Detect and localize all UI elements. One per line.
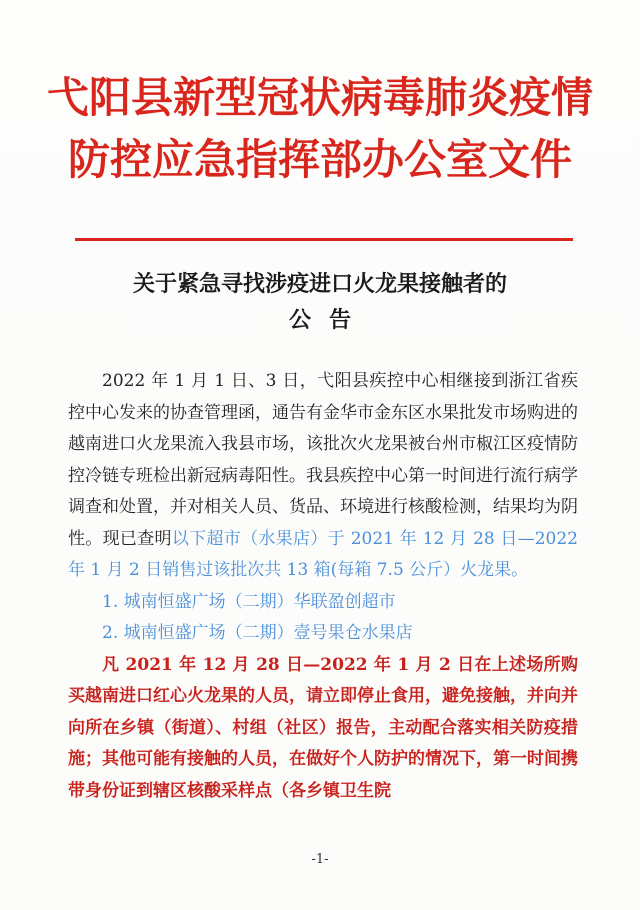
paragraph-investigation-text: 2022 年 1 月 1 日、3 日，弋阳县疾控中心相继接到浙江省疾控中心发来的协查管理函，通告有金华市金东区水果批发市场购进的越南进口火龙果流入我县市场，该批次火龙果被台州市椒江区疫情防控冷链专班检出新冠病毒阳性。我县疾控中心第一时间进行流行病学调查和处置，并对相关人员、货品、环境进行核酸检测，结果均为阴性。现已查明 — [68, 371, 578, 549]
list-item: 2. 城南恒盛广场（二期）壹号果仓水果店 — [102, 623, 413, 643]
red-divider-line — [75, 238, 573, 241]
paragraph-sales-period: 以下超市（水果店）于 2021 年 12 月 28 日—2022 年 1 月 2 日销售过该批次共 13 箱(每箱 7.5 公斤）火龙果。 — [68, 528, 579, 580]
notice-title-suffix: 公告 — [288, 307, 369, 333]
paragraph-instructions: 凡 2021 年 12 月 28 日—2022 年 1 月 2 日在上述场所购买越南进口红心火龙果的人员，请立即停止食用，避免接触，并向并向所在乡镇（街道）、村组（社区）报告，主动配合落实相关防疫措施；其他可能有接触的人员，在做好个人防护的情况下，第一时间携带身份证到辖区核酸采样点（各乡镇卫生院 — [68, 654, 578, 801]
paragraph-investigation — [68, 366, 578, 587]
list-item: 1. 城南恒盛广场（二期）华联盈创超市 — [102, 591, 396, 612]
page-number: -1- — [311, 852, 329, 867]
notice-body — [68, 366, 578, 807]
org-header-line-1: 弋阳县新型冠状病毒肺炎疫情 — [46, 73, 593, 122]
notice-title: 关于紧急寻找涉疫进口火龙果接触者的 — [132, 271, 507, 297]
org-header-line-2: 防控应急指挥部办公室文件 — [67, 135, 572, 184]
